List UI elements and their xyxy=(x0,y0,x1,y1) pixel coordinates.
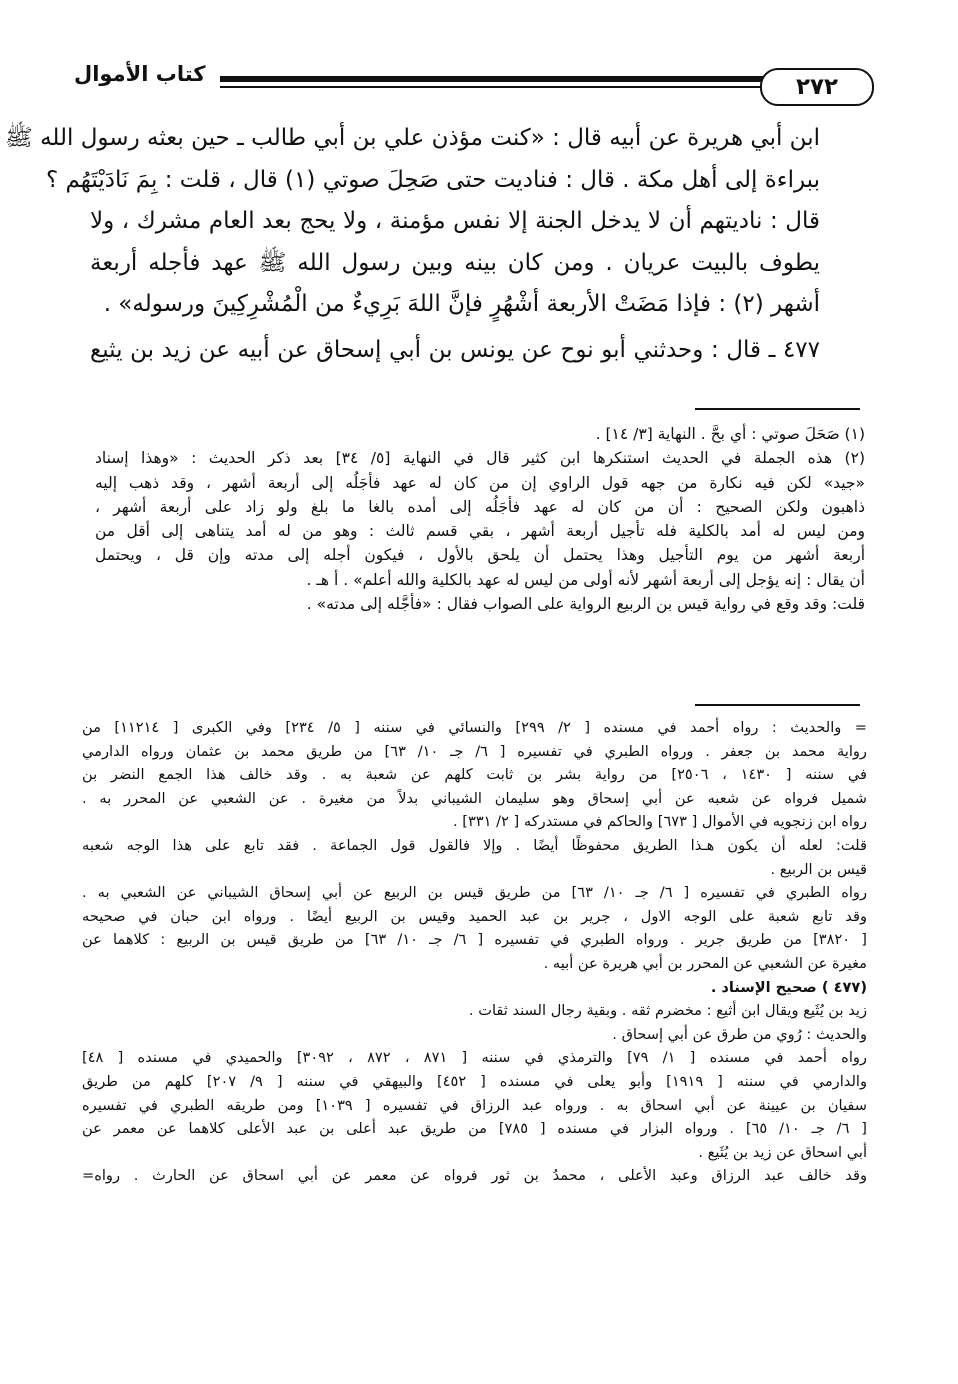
page-number: ٢٧٢ xyxy=(760,68,874,106)
book-title: كتاب الأموال xyxy=(74,62,206,86)
takhrij-line: شميل فرواه عن شعبه عن أبي إسحاق وهو سليمان الشيباني بدلاً من مغيرة . عن الشعبي عن المحرر به . xyxy=(82,789,867,807)
footnote-line: (٢) هذه الجملة في الحديث استنكرها ابن كثير قال في النهاية [٥/ ٣٤] بعد ذكر الحديث : «وهذا إسناد xyxy=(95,449,865,468)
takhrij-block xyxy=(82,716,867,1188)
footnote-line: (١) صَحَلَ صوتي : أي بحَّ . النهاية [٣/ ١٤] . xyxy=(595,425,865,443)
takhrij-line: = والحديث : رواه أحمد في مسنده [ ٢/ ٢٩٩] والنسائي في سننه [ ٥/ ٢٣٤] وفي الكبرى [ ١١٢١٤] من xyxy=(82,719,867,736)
footnote-line: أربعة أشهر من يوم التأجيل وهذا يحتمل أن يلحق بالأول ، فيكون أجله إلى مدته وإن قل ، ويحتمل xyxy=(95,546,865,565)
footnote-separator xyxy=(695,408,860,410)
footnote-line: «جيد» لكن فيه نكارة من جهه قول الراوي إن من كان له عهد فأجَلُه إلى أربعة أشهر ، وقد ذهب إليه xyxy=(95,473,865,492)
footnote-line: قلت: وقد وقع في رواية قيس بن الربيع الرواية على الصواب فقال : «فأجَّله إلى مدته» . xyxy=(306,595,865,614)
takhrij-line: رواه أحمد في مسنده [ ١/ ٧٩] والترمذي في سننه [ ٨٧١ ، ٨٧٢ ، ٣٠٩٢] والحميدي في مسنده [ ٤٨] xyxy=(82,1049,867,1067)
takhrij-line: وقد تابع شعبة على الوجه الاول ، جرير بن عبد الحميد وقيس بن الربيع أيضًا . ورواه ابن حبان في صحيحه xyxy=(82,907,867,925)
takhrij-line: قيس بن الربيع . xyxy=(770,860,867,878)
page-header xyxy=(70,60,870,110)
main-line: ببراءة إلى أهل مكة . قال : فناديت حتى صَحِلَ صوتي (١) قال ، قلت : بِمَ نَادَيْتَهُم ؟ xyxy=(45,166,820,193)
main-line: يطوف بالبيت عريان . ومن كان بينه وبين رسول الله ﷺ عهد فأجله أربعة xyxy=(90,249,820,276)
main-line: ابن أبي هريرة عن أبيه قال : «كنت مؤذن علي بن أبي طالب ـ حين بعثه رسول الله ﷺ xyxy=(4,125,820,151)
takhrij-line: مغيرة عن الشعبي عن المحرر بن أبي هريرة عن أبيه . xyxy=(543,954,867,972)
takhrij-line: رواية محمد بن جعفر . ورواه الطبري في تفسيره [ ٦/ جـ ١٠/ ٦٣] من طريق محمد بن عثمان ورواه الدارمي xyxy=(82,742,867,760)
takhrij-line: سفيان بن عيينة عن أبي اسحاق به . ورواه عبد الرزاق في تفسيره [ ١٠٣٩] ومن طريقه الطبري في تفسيره xyxy=(82,1096,868,1114)
takhrij-line: أبي اسحاق عن زيد بن يُثَيع . xyxy=(698,1143,867,1161)
takhrij-line: [ ٦/ جـ ١٠/ ٦٥] . ورواه البزار في مسنده [ ٧٨٥] من طريق عبد أعلى بن عبد الأعلى كلاهما عن معمر عن xyxy=(82,1120,867,1138)
main-text xyxy=(4,118,820,371)
main-line: قال : ناديتهم أن لا يدخل الجنة إلا نفس مؤمنة ، ولا يحج بعد العام مشرك ، ولا xyxy=(90,208,820,234)
takhrij-line: رواه ابن زنجويه في الأموال [ ٦٧٣] والحاكم في مستدركه [ ٢/ ٣٣١] . xyxy=(453,813,867,831)
takhrij-separator xyxy=(695,704,860,706)
main-line: ٤٧٧ ـ قال : وحدثني أبو نوح عن يونس بن أبي إسحاق عن أبيه عن زيد بن يثيع xyxy=(90,336,820,363)
footnote-line: ومن ليس له أمد بالكلية فله تأجيل أربعة أشهر ، بقي قسم ثالث : وهو من له أمد يتناهى إلى أقل من xyxy=(95,522,865,541)
footnotes-block xyxy=(95,422,865,616)
takhrij-line: والحديث : رُوي من طرق عن أبي إسحاق . xyxy=(612,1025,867,1043)
header-rule xyxy=(220,76,825,82)
main-line: أشهر (٢) : فإذا مَضَتْ الأربعة أشْهُرٍ فإنَّ اللهَ بَرِيءٌ من الْمُشْرِكِينَ ورسوله» . xyxy=(103,291,820,317)
header-rule-thin xyxy=(220,86,825,88)
takhrij-line: وقد خالف عبد الرزاق وعبد الأعلى ، محمدُ بن ثور فرواه عن معمر عن أبي اسحاق عن الحارث . رواه= xyxy=(82,1167,867,1185)
footnote-line: أن يقال : إنه يؤجل إلى أربعة أشهر لأنه أولى من ليس له عهد بالكلية والله أعلم» . أ هـ . xyxy=(306,570,865,589)
takhrij-line: قلت: لعله أن يكون هـذا الطريق محفوظًا أيضًا . وإلا فالقول قول الجماعة . فقد تابع على هذا الوجه شعبه xyxy=(82,836,867,854)
takhrij-line: [ ٣٨٢٠] من طريق جرير . ورواه الطبري في تفسيره [ ٦/ جـ ١٠/ ٦٣] من طريق قيس بن الربيع : كلاهما عن xyxy=(82,931,867,949)
takhrij-line: زيد بن يُثَيع ويقال ابن أثيع : مخضرم ثقه . وبقية رجال السند ثقات . xyxy=(468,1002,867,1020)
hadith-grade-heading: (٤٧٧ ) صحيح الإسناد . xyxy=(710,978,867,996)
takhrij-line: رواه الطبري في تفسيره [ ٦/ جـ ١٠/ ٦٣] من طريق قيس بن الربيع عن أبي إسحاق الشيباني عن الشعبي به . xyxy=(82,884,868,902)
takhrij-line: والدارمي في سننه [ ١٩١٩] وأبو يعلى في مسنده [ ٤٥٢] والبيهقي في سننه [ ٩/ ٢٠٧] كلهم من طريق xyxy=(82,1072,867,1090)
takhrij-line: في سننه [ ١٤٣٠ ، ٢٥٠٦] من رواية بشر بن ثابت كلهم عن شعبة به . وقد خالف هذا الجمع النضر بن xyxy=(82,766,867,784)
footnote-line: ذاهبون ولكن الصحيح : أن من كان له عهد فأجَلُه إلى أمده بالغا ما بلغ ولو زاد على أربعة أشهر ، xyxy=(95,497,865,516)
